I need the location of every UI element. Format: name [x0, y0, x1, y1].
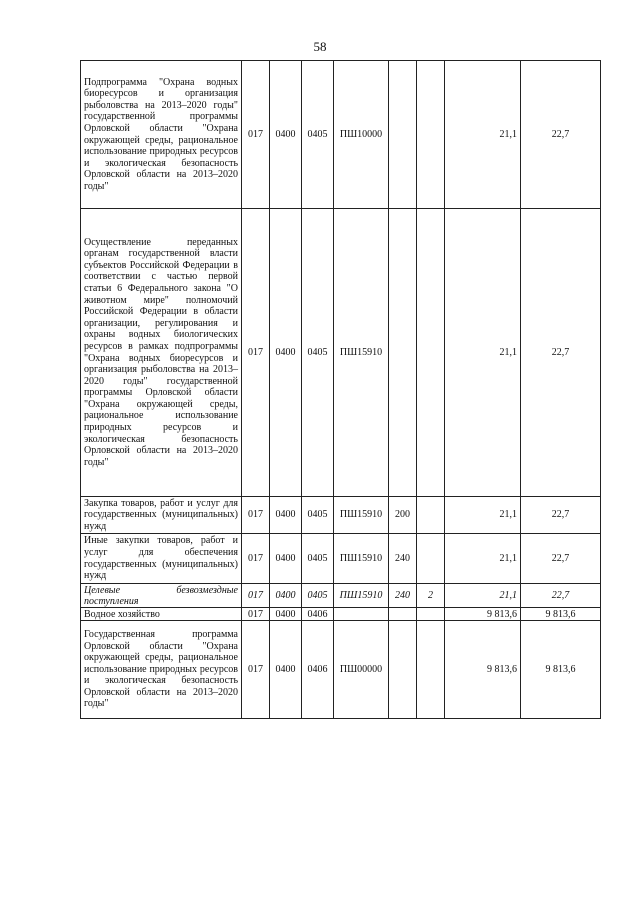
table-row — [81, 584, 601, 608]
cell-target-article: ПШ10000 — [334, 61, 389, 209]
cell-kosgu: 2 — [417, 584, 445, 608]
cell-amount-1: 21,1 — [445, 209, 521, 497]
budget-table — [80, 60, 601, 719]
table-row — [81, 497, 601, 534]
cell-target-article: ПШ15910 — [334, 584, 389, 608]
row-description: Целевые безвозмездные поступления — [81, 584, 242, 608]
cell-expense-type: 240 — [389, 534, 417, 584]
cell-expense-type: 240 — [389, 584, 417, 608]
cell-kosgu — [417, 608, 445, 621]
row-description: Иные закупки товаров, работ и услуг для обеспечения государственных (муниципальных) нужд — [81, 534, 242, 584]
cell-kosgu — [417, 497, 445, 534]
table-row — [81, 534, 601, 584]
cell-section-code: 0400 — [270, 534, 302, 584]
cell-kosgu — [417, 621, 445, 719]
cell-ministry-code: 017 — [242, 608, 270, 621]
cell-amount-2: 22,7 — [521, 497, 601, 534]
row-description: Государственная программа Орловской области "Охрана окружающей среды, рациональное использование природных ресурсов и экологическая безопасность Орловской области на 2013–2020 годы" — [81, 621, 242, 719]
cell-amount-1: 9 813,6 — [445, 621, 521, 719]
table-row — [81, 61, 601, 209]
cell-subsection-code: 0406 — [302, 621, 334, 719]
cell-amount-2: 22,7 — [521, 584, 601, 608]
cell-amount-2: 9 813,6 — [521, 621, 601, 719]
cell-amount-1: 21,1 — [445, 584, 521, 608]
row-description: Осуществление переданных органам государственной власти субъектов Российской Федерации в соответствии с частью первой статьи 6 Федерального закона "О животном мире" полномочий Российской Федерации в области организации, регулирования и охраны водных биологических ресурсов в рамках подпрограммы "Охрана водных биоресурсов и организация рыболовства на 2013–2020 годы" государственной программы Орловской области "Охрана окружающей среды, рациональное использование природных ресурсов и экологическая безопасность Орловской области на 2013–2020 годы" — [81, 209, 242, 497]
cell-ministry-code: 017 — [242, 621, 270, 719]
cell-amount-2: 22,7 — [521, 61, 601, 209]
cell-target-article: ПШ15910 — [334, 209, 389, 497]
cell-section-code: 0400 — [270, 497, 302, 534]
cell-amount-1: 21,1 — [445, 497, 521, 534]
cell-ministry-code: 017 — [242, 209, 270, 497]
cell-subsection-code: 0406 — [302, 608, 334, 621]
row-description: Закупка товаров, работ и услуг для государственных (муниципальных) нужд — [81, 497, 242, 534]
cell-expense-type — [389, 608, 417, 621]
cell-amount-2: 22,7 — [521, 534, 601, 584]
cell-amount-1: 21,1 — [445, 61, 521, 209]
cell-subsection-code: 0405 — [302, 497, 334, 534]
cell-expense-type: 200 — [389, 497, 417, 534]
cell-kosgu — [417, 209, 445, 497]
cell-subsection-code: 0405 — [302, 584, 334, 608]
table-row — [81, 209, 601, 497]
cell-ministry-code: 017 — [242, 534, 270, 584]
cell-section-code: 0400 — [270, 608, 302, 621]
cell-section-code: 0400 — [270, 61, 302, 209]
cell-section-code: 0400 — [270, 584, 302, 608]
cell-amount-1: 21,1 — [445, 534, 521, 584]
table-row — [81, 621, 601, 719]
cell-target-article: ПШ00000 — [334, 621, 389, 719]
page-number: 58 — [313, 39, 327, 54]
cell-ministry-code: 017 — [242, 497, 270, 534]
row-description: Водное хозяйство — [81, 608, 242, 621]
table-row — [81, 608, 601, 621]
cell-target-article: ПШ15910 — [334, 534, 389, 584]
cell-expense-type — [389, 61, 417, 209]
cell-amount-2: 9 813,6 — [521, 608, 601, 621]
cell-expense-type — [389, 621, 417, 719]
cell-amount-1: 9 813,6 — [445, 608, 521, 621]
cell-kosgu — [417, 534, 445, 584]
cell-ministry-code: 017 — [242, 584, 270, 608]
cell-amount-2: 22,7 — [521, 209, 601, 497]
cell-section-code: 0400 — [270, 621, 302, 719]
cell-expense-type — [389, 209, 417, 497]
row-description: Подпрограмма "Охрана водных биоресурсов и организация рыболовства на 2013–2020 годы" государственной программы Орловской области "Охрана окружающей среды, рациональное использование природных ресурсов и экологическая безопасность Орловской области на 2013–2020 годы" — [81, 61, 242, 209]
cell-subsection-code: 0405 — [302, 534, 334, 584]
cell-subsection-code: 0405 — [302, 61, 334, 209]
cell-kosgu — [417, 61, 445, 209]
cell-ministry-code: 017 — [242, 61, 270, 209]
cell-target-article — [334, 608, 389, 621]
cell-target-article: ПШ15910 — [334, 497, 389, 534]
cell-subsection-code: 0405 — [302, 209, 334, 497]
cell-section-code: 0400 — [270, 209, 302, 497]
